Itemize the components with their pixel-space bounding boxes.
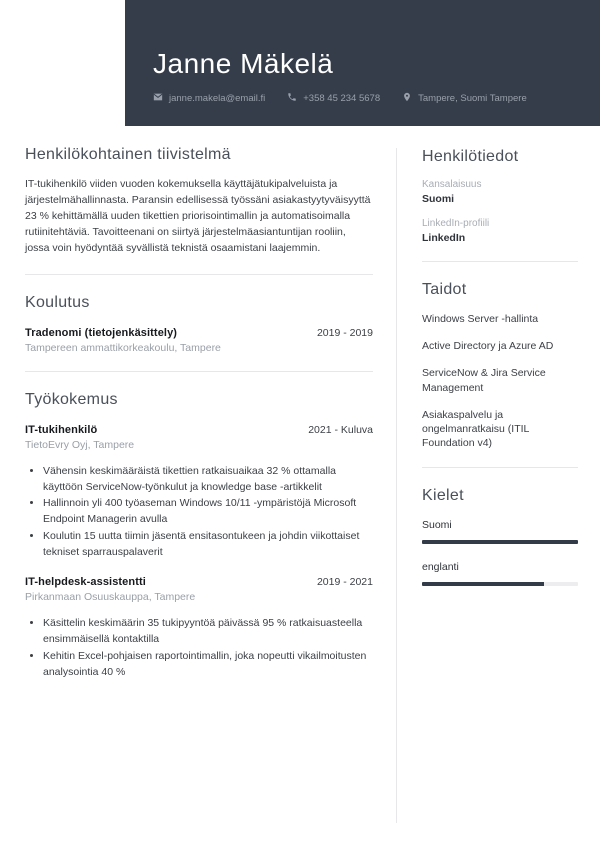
experience-title: Työkokemus [25, 390, 118, 408]
left-column [25, 126, 373, 848]
email-text: janne.makela@email.fi [169, 93, 266, 104]
job-dates: 2019 - 2021 [316, 576, 373, 589]
language-bar-fill [422, 582, 544, 586]
field-value: Suomi [422, 193, 455, 205]
education-title: Koulutus [25, 293, 90, 311]
education-section [25, 294, 373, 354]
bullet-item: • Käsittelin keskimäärin 35 tukipyyntöä päivässä 95 % ratkaisuasteella ensimmäisellä kontaktilla [43, 616, 373, 648]
skill-item: Asiakaspalvelu ja ongelmanratkaisu (ITIL Foundation v4) [422, 408, 529, 450]
school-name: Tampereen ammattikorkeakoulu, Tampere [25, 341, 221, 354]
experience-section [25, 391, 373, 681]
contact-email [153, 92, 265, 105]
section-divider [422, 467, 578, 468]
header [125, 0, 600, 126]
languages-title: Kielet [422, 487, 464, 505]
job-company: TietoEvry Oyj, Tampere [25, 438, 135, 451]
location-text: Tampere, Suomi Tampere [418, 93, 527, 104]
language-name: Suomi [422, 519, 452, 532]
language-bar-track [422, 540, 578, 544]
skill-item: Active Directory ja Azure AD [422, 340, 554, 353]
job-entry [25, 576, 373, 680]
job-company: Pirkanmaan Osuuskauppa, Tampere [25, 591, 196, 604]
field-label: LinkedIn-profiili [422, 218, 490, 229]
section-divider [25, 274, 373, 275]
bullet-item: • Koulutin 15 uutta tiimin jäsentä ensitasontukeen ja johdin viikottaiset tekniset sparrauspalaverit [43, 529, 373, 561]
phone-text: +358 45 234 5678 [303, 93, 381, 104]
language-item [422, 561, 578, 586]
contact-location [402, 92, 527, 105]
language-item [422, 519, 578, 544]
summary-text: IT-tukihenkilö viiden vuoden kokemuksella käyttäjätukipalveluista ja järjestelmähallinnasta. Paransin edellisessä työssäni asiakastyytyväisyyttä 23 % kehittämällä uuden tikettien priorisointimallin ja automatisoimalla rutiinitehtäviä. Tavoitteenani on siirtyä järjestelmäasiantuntijan rooliin, jossa voin hyödyntää syvällistä teknistä osaamistani laajemmin. [25, 178, 371, 254]
linkedin-value: LinkedIn [422, 232, 466, 244]
person-name: Janne Mäkelä [153, 48, 334, 79]
skills-section [422, 281, 578, 450]
personal-field [422, 218, 578, 244]
bullet-item: • Vähensin keskimääräistä tikettien ratkaisuaikaa 32 % ottamalla käyttöön ServiceNow-työnkulut ja knowledge base -artikkelit [43, 464, 373, 496]
personal-info-section [422, 148, 578, 244]
location-pin-icon [402, 92, 412, 105]
phone-icon [287, 92, 297, 105]
skill-item: ServiceNow & Jira Service Management [422, 367, 546, 394]
personal-info-title: Henkilötiedot [422, 148, 519, 165]
job-entry [25, 424, 373, 561]
job-bullets [30, 464, 373, 561]
education-entry [25, 327, 373, 354]
main-content [0, 126, 600, 848]
field-label: Kansalaisuus [422, 179, 482, 190]
section-divider [422, 261, 578, 262]
section-divider [25, 371, 373, 372]
job-role: IT-tukihenkilö [25, 423, 98, 436]
bullet-item: • Hallinnoin yli 400 työaseman Windows 10/11 -ympäristöjä Microsoft Endpoint Managerin avulla [43, 496, 373, 528]
envelope-icon [153, 92, 163, 105]
language-name: englanti [422, 561, 459, 574]
personal-field [422, 179, 578, 205]
job-role: IT-helpdesk-assistentti [25, 576, 146, 589]
language-bar-track [422, 582, 578, 586]
languages-section [422, 487, 578, 586]
skills-title: Taidot [422, 281, 467, 298]
language-bar-fill [422, 540, 578, 544]
right-column [422, 126, 600, 848]
column-divider [396, 148, 397, 823]
job-dates: 2021 - Kuluva [308, 423, 373, 436]
summary-title: Henkilökohtainen tiivistelmä [25, 146, 231, 163]
bullet-item: • Kehitin Excel-pohjaisen raportointimallin, joka nopeutti vikailmoitusten analysointia 40 % [43, 649, 373, 681]
degree-name: Tradenomi (tietojenkäsittely) [25, 326, 178, 339]
education-dates: 2019 - 2019 [316, 326, 373, 339]
job-bullets [30, 616, 373, 680]
contact-row [153, 92, 580, 105]
contact-phone [287, 92, 380, 105]
skill-item: Windows Server -hallinta [422, 313, 539, 325]
summary-section [25, 146, 373, 257]
